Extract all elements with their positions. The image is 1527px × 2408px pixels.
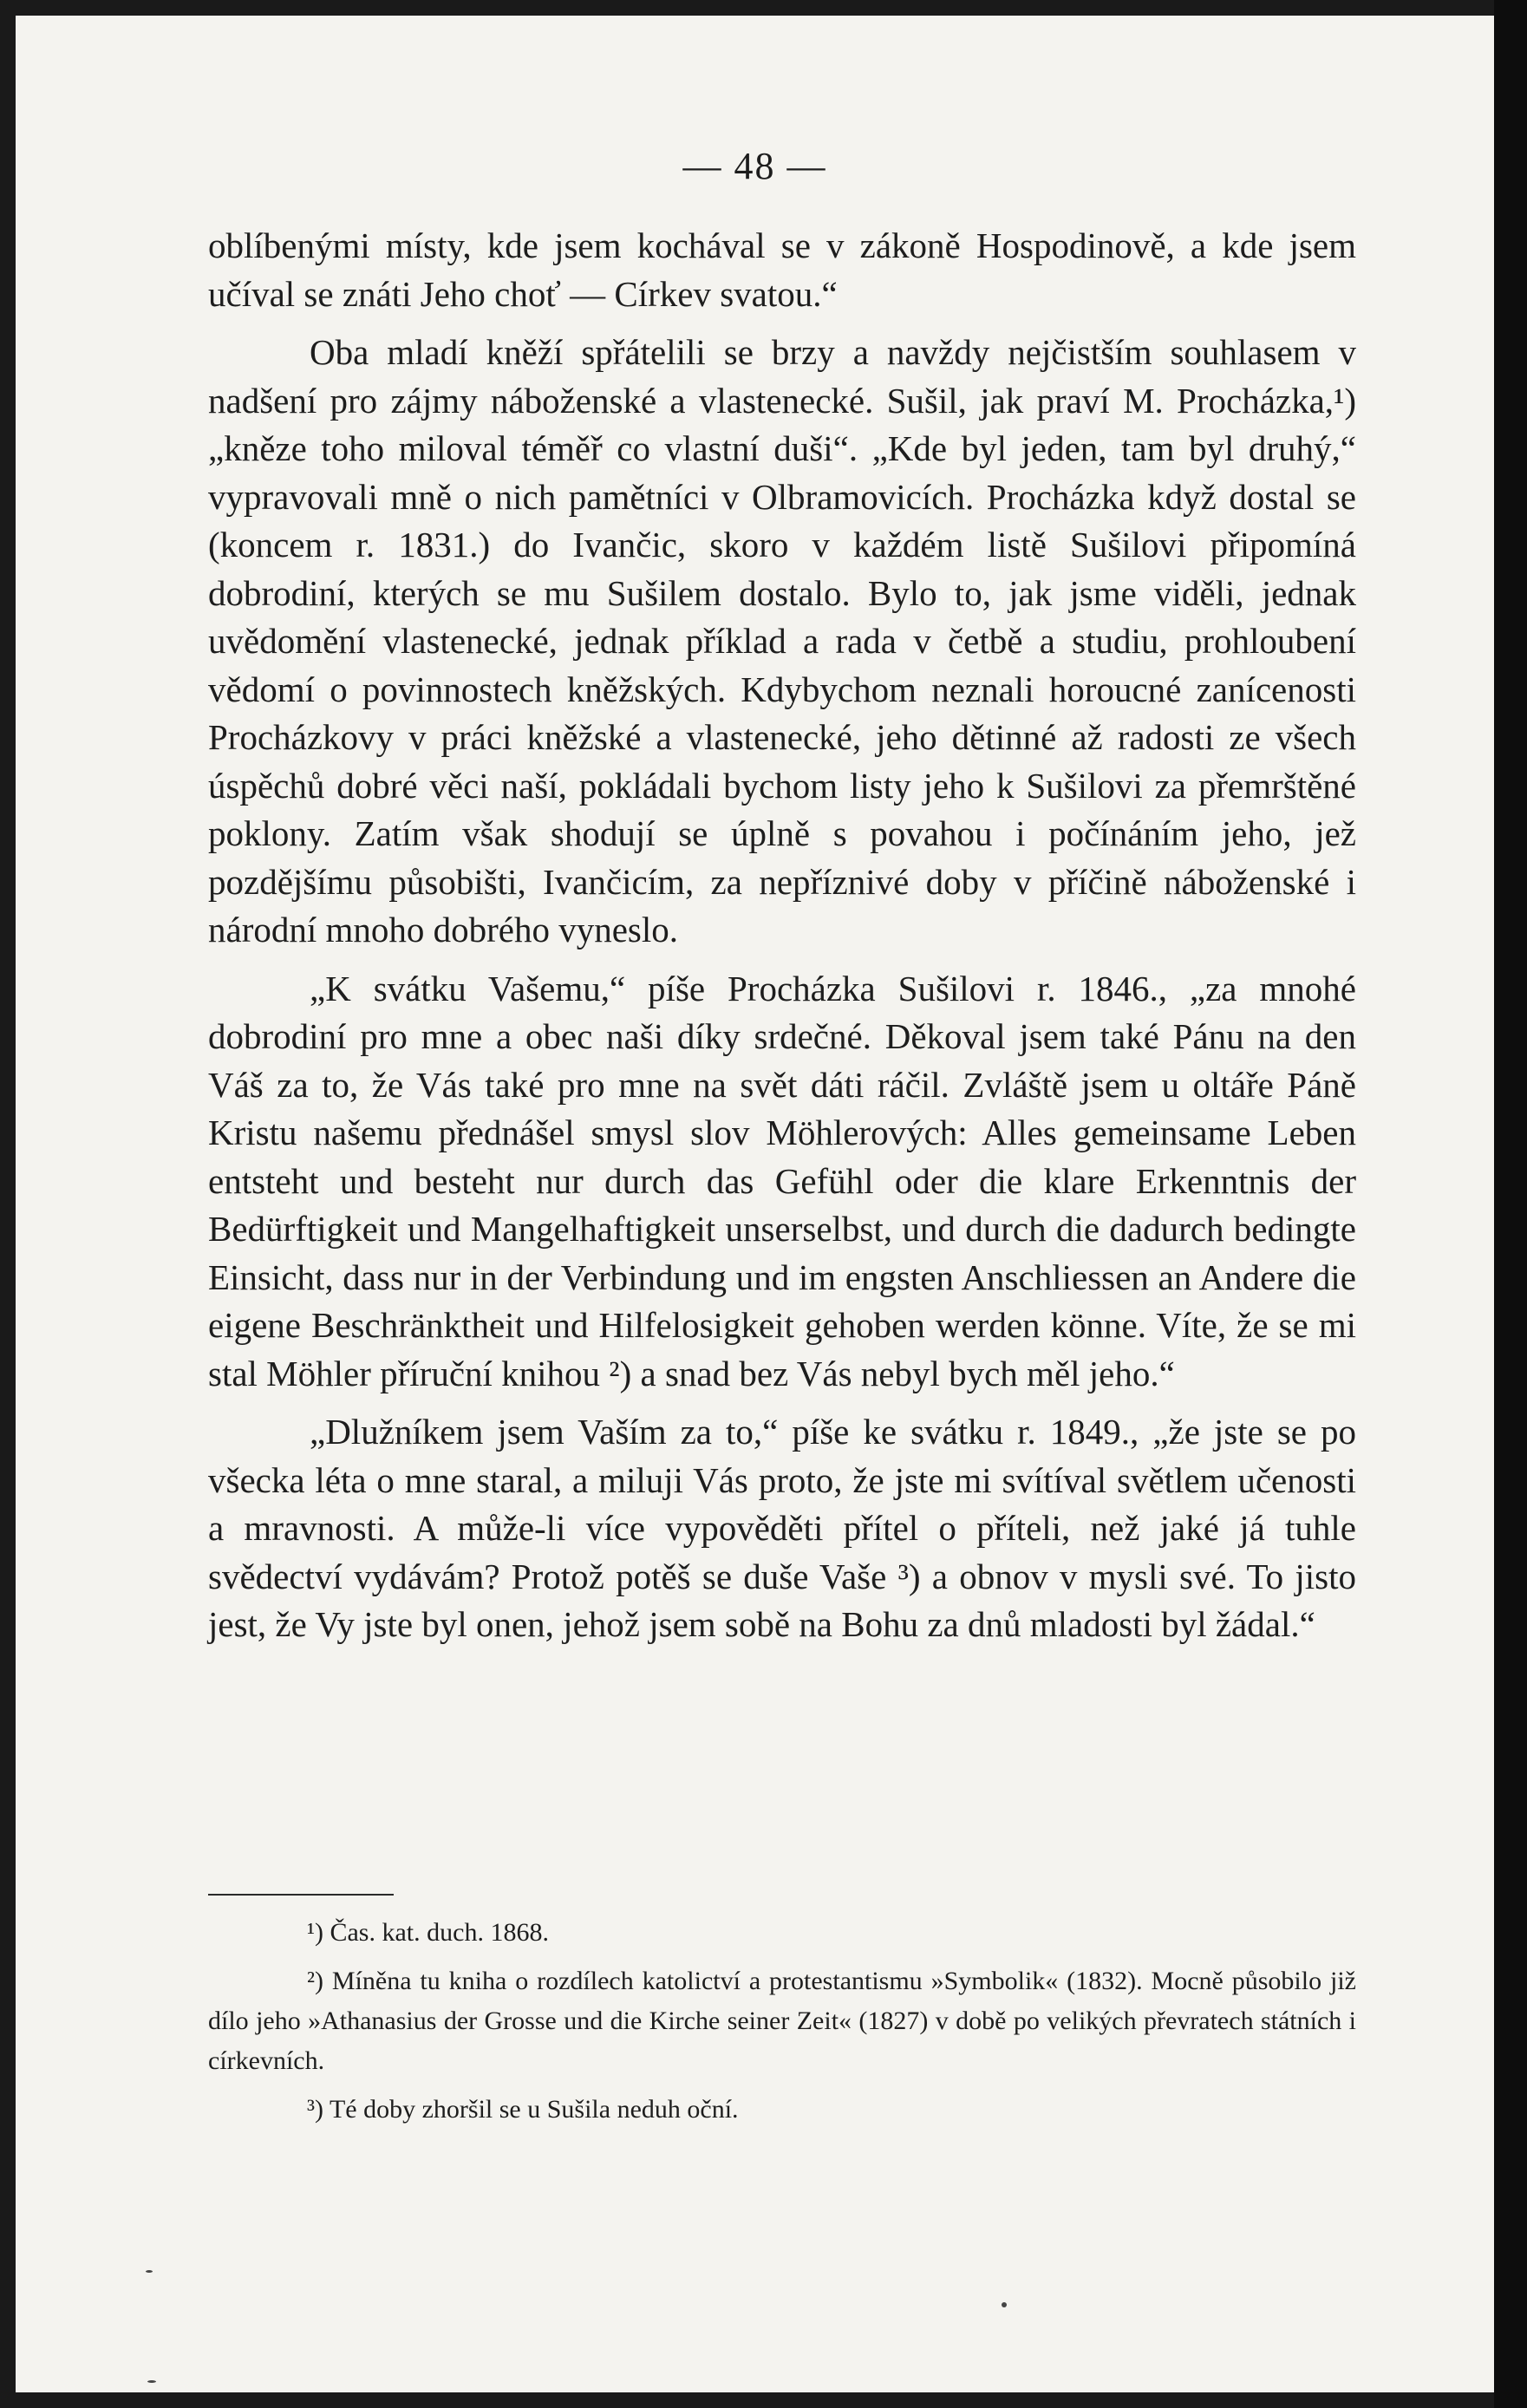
paragraph-1: oblíbenými místy, kde jsem kochával se v zákoně Hospodinově, a kde jsem učíval se znáti Jeho choť — Církev svatou.“: [208, 225, 1356, 314]
scan-speck: [146, 2270, 153, 2273]
paragraph-3: „K svátku Vašemu,“ píše Procházka Sušilovi r. 1846., „za mnohé dobrodiní pro mne a obec naši díky srdečné. Děkoval jsem také Pánu na den Váš za to, že Vás také pro mne na svět dáti ráčil. Zvláště jsem u oltáře Páně Kristu našemu přednášel smysl slov Möhlerových: Alles gemeinsame Leben entsteht und besteht nur durch das Gefühl oder die klare Erkenntnis der Bedürftigkeit und Mangelhaftigkeit unserselbst, und durch die dadurch bedingte Einsicht, dass nur in der Verbindung und im engsten Anschliessen an Andere die eigene Beschränktheit und Hilfelosigkeit gehoben werden könne. Víte, že se mi stal Möhler příruční knihou ²) a snad bez Vás nebyl bych měl jeho.“: [208, 968, 1356, 1393]
scan-speck: [1002, 2302, 1007, 2307]
footnote-3: ³) Té doby zhoršil se u Sušila neduh oční.: [307, 2095, 739, 2124]
footnote-divider: [208, 1894, 394, 1896]
scan-speck: [147, 2380, 156, 2383]
body-text: [208, 222, 1356, 1649]
book-page: [16, 16, 1494, 2392]
paragraph-4: „Dlužníkem jsem Vaším za to,“ píše ke svátku r. 1849., „že jste se po všecka léta o mne staral, a miluji Vás proto, že jste mi svítíval světlem učenosti a mravnosti. A může-li více vypověděti přítel o příteli, než jaké já tuhle svědectví vydávám? Protož potěš se duše Vaše ³) a obnov v mysli své. To jisto jest, že Vy jste byl onen, jehož jsem sobě na Bohu za dnů mladosti byl žádal.“: [208, 1412, 1356, 1644]
page-number: — 48 —: [682, 145, 827, 187]
footnotes: [208, 1913, 1356, 2130]
paragraph-2: Oba mladí kněží spřátelili se brzy a navždy nejčistším souhlasem v nadšení pro zájmy náboženské a vlastenecké. Sušil, jak praví M. Procházka,¹) „kněze toho miloval téměř co vlastní duši“. „Kde byl jeden, tam byl druhý,“ vypravovali mně o nich pamětníci v Olbramovicích. Procházka když dostal se (koncem r. 1831.) do Ivančic, skoro v každém listě Sušilovi připomíná dobrodiní, kterých se mu Sušilem dostalo. Bylo to, jak jsme viděli, jednak uvědomění vlastenecké, jednak příklad a rada v četbě a studiu, prohloubení vědomí o povinnostech kněžských. Kdybychom neznali horoucné zanícenosti Procházkovy v práci kněžské a vlastenecké, jeho dětinné až radosti ze všech úspěchů dobré věci naší, pokládali bychom listy jeho k Sušilovi za přemrštěné poklony. Zatím však shodují se úplně s povahou i počínáním jeho, jež pozdějšímu působišti, Ivančicím, za nepříznivé doby v příčině náboženské i národní mnoho dobrého vyneslo.: [208, 332, 1356, 949]
footnote-2: ²) Míněna tu kniha o rozdílech katolictví a protestantismu »Symbolik« (1832). Mocně působilo již dílo jeho »Athanasius der Grosse und die Kirche seiner Zeit« (1827) v době po velikých převratech státních i církevních.: [208, 1967, 1356, 2075]
scan-border: [1494, 0, 1527, 2408]
footnote-1: ¹) Čas. kat. duch. 1868.: [307, 1918, 549, 1947]
